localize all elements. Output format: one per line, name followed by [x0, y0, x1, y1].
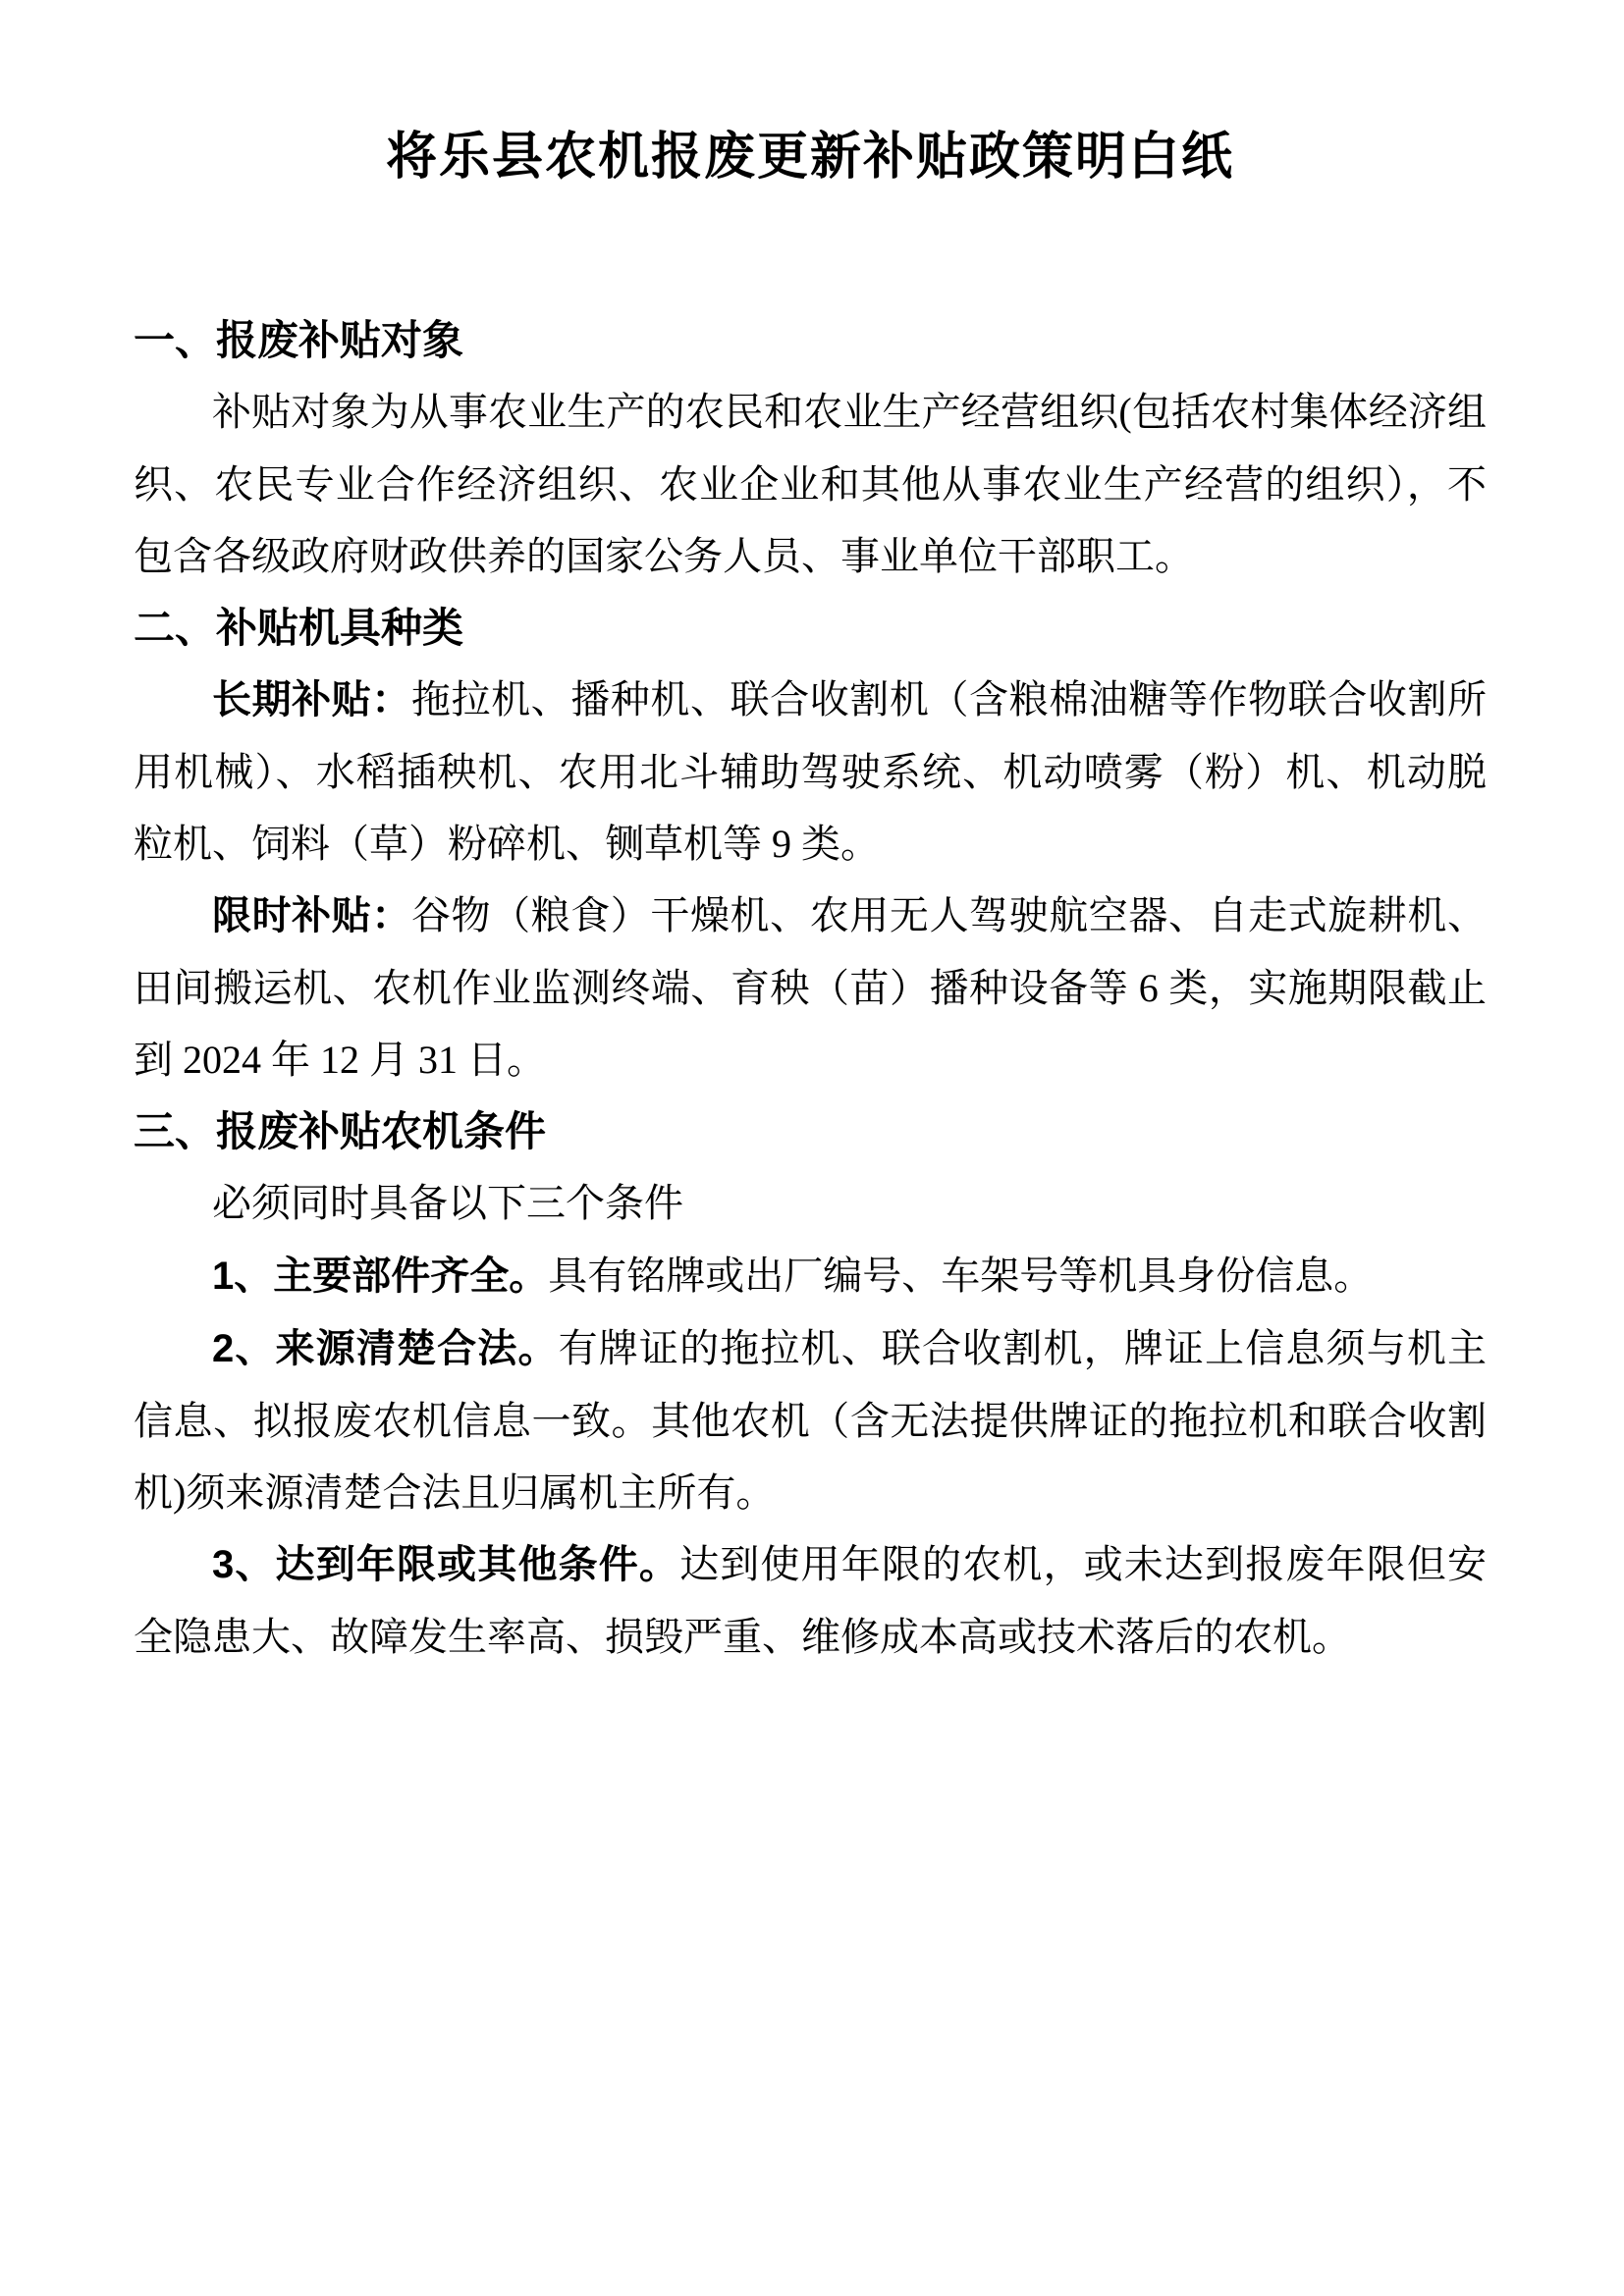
- paragraph: [134, 1167, 1487, 1240]
- document-title: 将乐县农机报废更新补贴政策明白纸: [385, 129, 1234, 186]
- paragraph: [134, 1240, 1487, 1312]
- paragraph-lead-condition-3: 3、达到年限或其他条件。: [212, 1543, 680, 1586]
- paragraph-lead-condition-2: 2、来源清楚合法。: [212, 1327, 559, 1370]
- section-heading-subsidy-targets: 一、报废补贴对象: [134, 317, 464, 363]
- paragraph-text: 拖拉机、播种机、联合收割机（含粮棉油糖等作物联合收割所用机械）、水稻插秧机、农用北斗辅助驾驶系统、机动喷雾（粉）机、机动脱粒机、饲料（草）粉碎机、铡草机等 9 类。: [134, 677, 1488, 866]
- paragraph: [134, 880, 1487, 1095]
- paragraph-text: 有牌证的拖拉机、联合收割机，牌证上信息须与机主信息、拟报废农机信息一致。其他农机（含无法提供牌证的拖拉机和联合收割机)须来源清楚合法且归属机主所有。: [134, 1326, 1487, 1515]
- paragraph: [134, 1312, 1487, 1528]
- paragraph-lead-long-term: 长期补贴：: [212, 678, 411, 721]
- paragraph-text: 谷物（粮食）干燥机、农用无人驾驶航空器、自走式旋耕机、田间搬运机、农机作业监测终端、育秧（苗）播种设备等 6 类，实施期限截止到 2024 年 12 月 31 日。: [134, 893, 1488, 1082]
- section-heading-scrap-conditions: 三、报废补贴农机条件: [134, 1108, 547, 1154]
- paragraph-text: 具有铭牌或出厂编号、车架号等机具身份信息。: [548, 1254, 1374, 1298]
- paragraph-lead-condition-1: 1、主要部件齐全。: [212, 1255, 549, 1298]
- section-heading-machine-types: 二、补贴机具种类: [134, 605, 464, 651]
- paragraph-text-conditions-intro: 必须同时具备以下三个条件: [212, 1181, 683, 1225]
- paragraph-text: 补贴对象为从事农业生产的农民和农业生产经营组织(包括农村集体经济组织、农民专业合作经济组织、农业企业和其他从事农业生产经营的组织），不包含各级政府财政供养的国家公务人员、事业单位干部职工。: [134, 390, 1487, 578]
- paragraph: [134, 664, 1487, 880]
- paragraph-text: 达到使用年限的农机，或未达到报废年限但安全隐患大、故障发生率高、损毁严重、维修成本高或技术落后的农机。: [134, 1542, 1488, 1659]
- paragraph: [134, 1528, 1487, 1673]
- paragraph: [134, 376, 1487, 592]
- paragraph-lead-time-limited: 限时补贴：: [212, 894, 411, 937]
